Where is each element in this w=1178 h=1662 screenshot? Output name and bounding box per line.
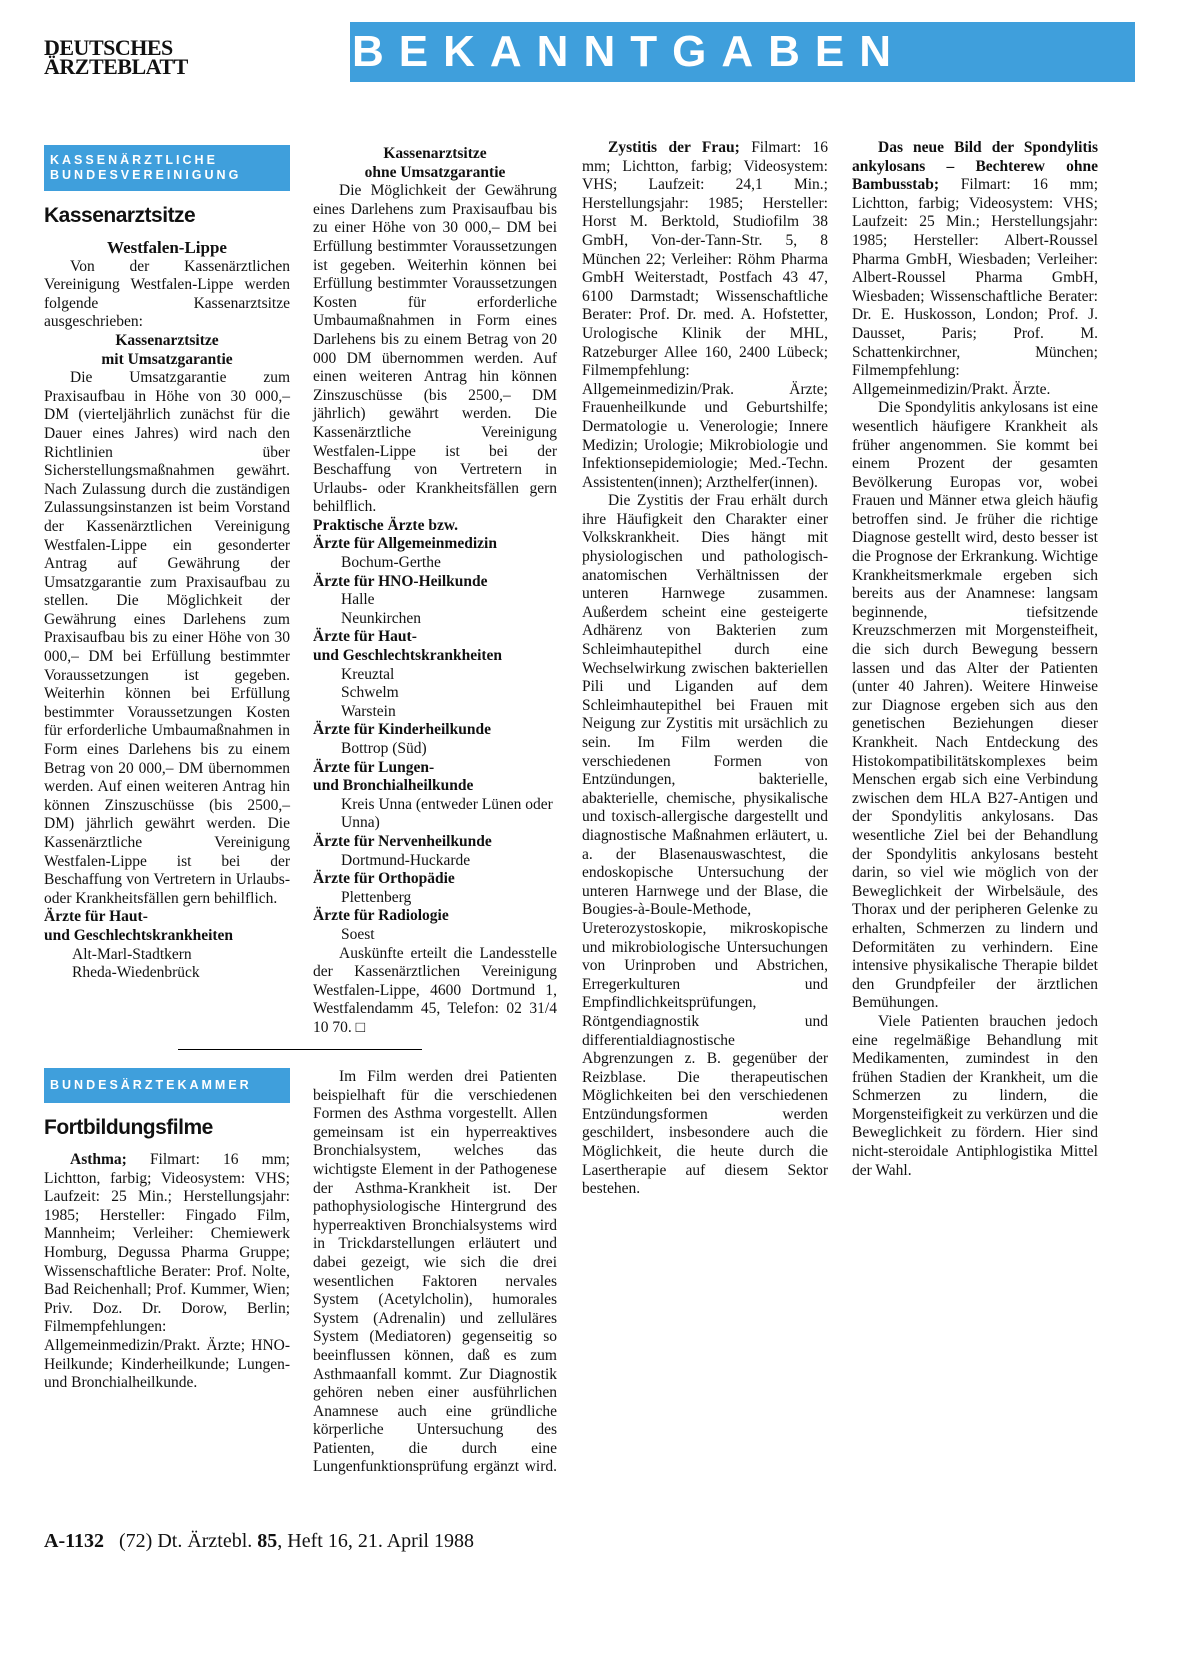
place-item: Bochum-Gerthe bbox=[341, 554, 441, 572]
zystitis-details: Filmart: 16 mm; Lichtton, farbig; Videosystem: VHS; Laufzeit: 24,1 Min.; Herstellungsjahr: 1985; Hersteller: Horst M. Berktold, Studiofilm 38 GmbH, Von-der-Tann-Str. 5, 8 München 22; Verleiher: Röhm Pharma GmbH Weiterstadt, Postfach 43 47, 6100 Darmstadt; Wissenschaftliche Berater: Prof. Dr. med. A. Hofstetter, Urologische Klinik der MHL, Ratzeburger Allee 160, 2400 Lübeck; Filmempfehlung: Allgemeinmedizin/Prak. Ärzte; Frauenheilkunde und Geburtshilfe; Dermatologie u. Venerologie; Innere Medizin; Urologie; Mikrobiologie und Infektionsepidemiologie; Med.-Techn. Assistenten(innen); Arzthelfer(innen). bbox=[582, 139, 828, 491]
specialty-heading: und Geschlechtskrankheiten bbox=[44, 926, 234, 944]
place-item: Rheda-Wiedenbrück bbox=[72, 964, 200, 982]
specialty-heading: Ärzte für Lungen- bbox=[313, 758, 435, 776]
specialty-heading: und Geschlechtskrankheiten bbox=[313, 647, 503, 665]
section-divider bbox=[178, 1049, 422, 1050]
section-title-kassenarztsitze: Kassenarztsitze bbox=[44, 204, 196, 227]
specialty-heading: Ärzte für HNO-Heilkunde bbox=[313, 572, 488, 590]
zystitis-description: Die Zystitis der Frau erhält durch ihre Häufigkeit den Charakter einer Volkskrankheit. Dies hängt mit physiologischen und pathologisch-anatomischen Verhältnissen der unteren Harnwege zusammen. Außerdem scheint eine gesteigerte Adhärenz von Bakterien zum Schleimhautepithel durch eine Wechselwirkung zwischen bakteriellen Pili und Liganden auf dem Schleimhautepithel bei Frauen mit Neigung zur Zystitis mit ursächlich zu sein. Im Film werden die verschiedenen Formen von Entzündungen, bakterielle, abakterielle, chemische, physikalische und toxisch-allergische dargestellt und diagnostische Maßnahmen erläutert, u. a. der Blasenauswaschtest, die endoskopische Untersuchung der unteren Harnwege und der Blase, die Bougies-à-Boule-Methode, Ureterozystoskopie, mikroskopische und mikrobiologische Untersuchungen von Urinproben und Abstrichen, Erregerkulturen und Empfindlichkeitsprüfungen, Röntgendiagnostik und differentialdiagnostische Abgrenzungen z. B. gegenüber der Reizblase. Die therapeutischen Möglichkeiten bei den verschiedenen Entzündungsformen werden geschildert, insbesondere auch die Möglichkeit, die heute durch die Lasertherapie auf diesem Sektor bestehen. bbox=[582, 492, 828, 1198]
paragraph-mit-umsatzgarantie: Die Umsatzgarantie zum Praxisaufbau in Höhe von 30 000,– DM (vierteljährlich zunächst für die Dauer eines Jahres) wird nach den Richtlinien über Sicherstellungsmaßnahmen gewährt. Nach Zulassung durch die zuständigen Zulassungsinstanzen ist beim Vorstand der Kassenärztlichen Vereinigung Westfalen-Lippe ein gesonderter Antrag auf Gewährung der Umsatzgarantie zum Praxisaufbau zu stellen. Die Möglichkeit der Gewährung eines Darlehens zum Praxisaufbau bis zu einer Höhe von 30 000,– DM bei Erfüllung bestimmter Voraussetzungen ist gegeben. Weiterhin können bei Erfüllung bestimmter Voraussetzungen Kosten für erforderliche Umbaumaßnahmen in Form eines Darlehens bis zu einem Betrag von 20 000,– DM übernommen werden. Auf einen weiteren Antrag hin können Zinszuschüsse (bis 2500,– DM) jährlich gewährt werden. Die Kassenärztliche Vereinigung Westfalen-Lippe ist bei der Beschaffung von Vertretern in Urlaubs- oder Krankheitsfällen gern behilflich. bbox=[44, 369, 290, 907]
specialty-heading: Ärzte für Haut- bbox=[313, 628, 417, 646]
specialty-heading: Ärzte für Haut- bbox=[44, 908, 148, 926]
region-heading: Westfalen-Lippe bbox=[107, 238, 227, 257]
specialty-heading: Ärzte für Kinderheilkunde bbox=[313, 721, 491, 739]
subheading-ohne-line2: ohne Umsatzgarantie bbox=[364, 163, 506, 181]
specialty-heading: und Bronchialheilkunde bbox=[313, 777, 474, 795]
spondylitis-therapy: Viele Patienten brauchen jedoch eine regelmäßige Behandlung mit Medikamenten, zumindest in den frühen Stadien der Krankheit, um die Schmerzen zu lindern, die Morgensteifigkeit zu verkürzen und die Beweglichkeit zu fördern. Hier sind nicht-steroidale Antiphlogistika Mittel der Wahl. bbox=[852, 1012, 1098, 1179]
place-item: Alt-Marl-Stadtkern bbox=[72, 945, 192, 963]
place-item: Kreuztal bbox=[341, 665, 395, 683]
spondylitis-paragraph bbox=[852, 139, 1098, 399]
kbv-label-line1: KASSENÄRZTLICHE bbox=[50, 153, 218, 167]
intro-paragraph: Von der Kassenärztlichen Vereinigung Westfalen-Lippe werden folgende Kassenarztsitze ausgeschrieben: bbox=[44, 257, 290, 331]
column-3 bbox=[582, 139, 828, 1662]
film-title-spondylitis: Das neue Bild der Spondylitis ankylosans – Bechterew ohne Bambusstab; bbox=[852, 139, 1098, 194]
column-2-bottom bbox=[313, 1068, 557, 1478]
place-item: Dortmund-Huckarde bbox=[341, 851, 471, 869]
place-item: Plettenberg bbox=[341, 888, 412, 906]
asthma-details: Filmart: 16 mm; Lichtton, farbig; Videosystem: VHS; Laufzeit: 25 Min.; Herstellungsjahr: 1985; Hersteller: Fingado Film, Mannheim; Verleiher: Chemiewerk Homburg, Degussa Pharma Gruppe; Wissenschaftliche Berater: Prof. Nolte, Bad Reichenhall; Prof. Kummer, Wien; Priv. Doz. Dr. Dorow, Berlin; Filmempfehlungen: Allgemeinmedizin/Prakt. Ärzte; HNO-Heilkunde; Kinderheilkunde; Lungen- und Bronchialheilkunde. bbox=[44, 1151, 290, 1392]
specialty-heading: Ärzte für Allgemeinmedizin bbox=[313, 535, 497, 553]
place-item: Halle bbox=[341, 591, 375, 609]
footer-issue: , Heft 16, 21. April 1988 bbox=[277, 1530, 474, 1552]
column-2 bbox=[313, 145, 557, 1038]
subheading-ohne-line1: Kassenarztsitze bbox=[383, 145, 487, 162]
place-item: Soest bbox=[341, 925, 375, 943]
footer-volume: 85 bbox=[257, 1530, 278, 1552]
spondylitis-details: Filmart: 16 mm; Lichtton, farbig; Videosystem: VHS; Laufzeit: 25 Min.; Herstellungsjahr: 1985; Hersteller: Albert-Roussel Pharma GmbH, Wiesbaden; Verleiher: Albert-Roussel Pharma GmbH, Wiesbaden; Wissenschaftliche Berater: Dr. E. Huskosson, London; Prof. J. Dausset, Paris; Prof. M. Schattenkirchner, München; Filmempfehlung: Allgemeinmedizin/Prakt. Ärzte. bbox=[852, 176, 1098, 398]
specialty-heading: Ärzte für Orthopädie bbox=[313, 870, 455, 888]
contact-paragraph bbox=[313, 945, 557, 1038]
place-item: Neunkirchen bbox=[341, 609, 422, 627]
film-title-asthma: Asthma; bbox=[70, 1151, 127, 1168]
asthma-paragraph bbox=[44, 1151, 290, 1393]
column-4 bbox=[852, 139, 1098, 1180]
section-banner: BEKANNTGABEN bbox=[350, 22, 1135, 82]
masthead bbox=[44, 35, 188, 79]
specialty-list bbox=[313, 517, 557, 945]
contact-text: Auskünfte erteilt die Landesstelle der Kassenärztlichen Vereinigung Westfalen-Lippe, 4600 Dortmund 1, Westfalendamm 45, Telefon: 02 31/4 10 70. bbox=[313, 944, 557, 1036]
masthead-line2: ÄRZTEBLATT bbox=[44, 54, 188, 79]
asthma-description: Im Film werden drei Patienten beispielhaft für die verschiedenen Formen des Asthma vorgestellt. Allen gemeinsam ist ein hyperreaktives Bronchialsystem, welches das wichtigste Element in der Pathogenese der Asthma-Krankheit ist. Der pathophysiologische Hintergrund des hyperreaktiven Bronchialsystems wird in Trickdarstellungen erläutert und dabei gezeigt, wie sich die drei wesentlichen Faktoren nervales System (Acetylcholin), humorales System (Adrenalin) und zelluläres System (Mediatoren) gegenseitig so beeinflussen können, daß es zum Asthmaanfall kommt. Zur Diagnostik gehören neben einer ausführlichen Anamnese auch eine gründliche körperliche Untersuchung des Patienten, die durch eine Lungenfunktionsprüfung ergänzt wird. bbox=[313, 1068, 557, 1476]
spondylitis-description: Die Spondylitis ankylosans ist eine wesentlich häufigere Krankheit als früher angenommen. Sie kommt bei einem Prozent der gesamten Bevölkerung Europas vor, wobei Frauen und Männer etwa gleich häufig betroffen sind. Je früher die richtige Diagnose gestellt wird, desto besser ist die Prognose der Erkrankung. Wichtige Krankheitsmerkmale ergeben sich bereits aus der Anamnese: langsam beginnende, tiefsitzende Kreuzschmerzen mit Morgensteifheit, die sich durch Bewegung bessern lassen und das Alter der Patienten (unter 40 Jahren). Weitere Hinweise zur Diagnose ergeben sich aus den genetischen Beziehungen dieser Krankheit. Nach Entdeckung des Histokompatibilitätskomplexes beim Menschen ergab sich eine Verbindung zwischen dem HLA B27-Antigen und der Spondylitis ankylosans. Das wesentliche Ziel bei der Behandlung der Spondylitis ankylosans besteht darin, so viel wie möglich von der Beweglichkeit der Wirbelsäule, des Thorax und der peripheren Gelenke zu erhalten, Schmerzen zu lindern und Deformitäten zu verhindern. Eine intensive physikalische Therapie bildet den Grundpfeiler der ärztlichen Bemühungen. bbox=[852, 399, 1098, 1012]
page-footer bbox=[44, 1530, 474, 1553]
place-item: Schwelm bbox=[341, 684, 399, 702]
zystitis-paragraph bbox=[582, 139, 828, 492]
section-title-fortbildungsfilme: Fortbildungsfilme bbox=[44, 1116, 213, 1139]
film-title-zystitis: Zystitis der Frau; bbox=[608, 139, 740, 156]
kbv-label-line2: BUNDESVEREINIGUNG bbox=[50, 168, 242, 182]
end-mark: □ bbox=[355, 1018, 365, 1036]
specialty-heading: Praktische Ärzte bzw. bbox=[313, 516, 459, 534]
place-item: Bottrop (Süd) bbox=[341, 740, 427, 757]
paragraph-ohne-umsatzgarantie: Die Möglichkeit der Gewährung eines Darlehens zum Praxisaufbau bis zu einer Höhe von 30 000,– DM bei Erfüllung bestimmter Voraussetzungen ist gegeben. Weiterhin können bei Erfüllung bestimmter Voraussetzungen Kosten für erforderliche Umbaumaßnahmen in Form eines Darlehens bis zu einem Betrag von 20 000 DM übernommen werden. Auf einen weiteren Antrag hin können Zinszuschüsse (bis 2500,– DM jährlich) gewährt werden. Die Kassenärztliche Vereinigung Westfalen-Lippe ist bei der Beschaffung von Vertretern in Urlaubs- oder Krankheitsfällen gern behilflich. bbox=[313, 182, 557, 516]
place-item: Warstein bbox=[341, 702, 396, 720]
kbv-label bbox=[44, 145, 290, 191]
footer-journal: (72) Dt. Ärztebl. bbox=[119, 1530, 253, 1552]
column-1 bbox=[44, 145, 290, 983]
masthead-line1: DEUTSCHES bbox=[44, 35, 173, 60]
subheading-mit-line2: mit Umsatzgarantie bbox=[101, 350, 233, 368]
page-number: A-1132 bbox=[44, 1530, 104, 1552]
baek-label: BUNDESÄRZTEKAMMER bbox=[44, 1068, 290, 1103]
place-item: Kreis Unna (entweder Lünen oder Unna) bbox=[341, 795, 553, 832]
subheading-mit-line1: Kassenarztsitze bbox=[115, 331, 219, 349]
specialty-heading: Ärzte für Nervenheilkunde bbox=[313, 832, 492, 850]
column-1-bottom bbox=[44, 1068, 290, 1393]
specialty-heading: Ärzte für Radiologie bbox=[313, 907, 449, 925]
